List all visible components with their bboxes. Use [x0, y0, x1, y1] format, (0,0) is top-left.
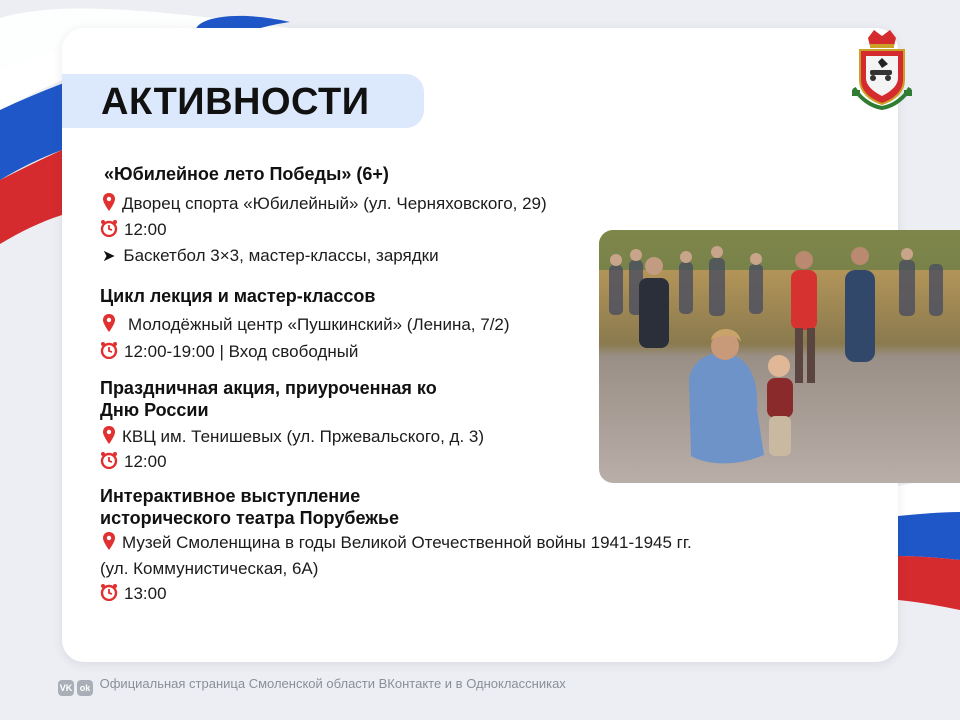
event-time: 12:00 [100, 451, 167, 473]
footer [58, 675, 566, 693]
event-time: 12:00 [100, 219, 167, 241]
event-note: ➤ Баскетбол 3×3, мастер-классы, зарядки [102, 245, 439, 268]
event-place: Дворец спорта «Юбилейный» (ул. Черняховского, 29) [102, 193, 547, 215]
event-time: 13:00 [100, 583, 167, 605]
location-pin-icon [102, 426, 116, 444]
location-pin-icon [102, 532, 116, 550]
event-time: 12:00-19:00 | Вход свободный [100, 341, 358, 363]
event-title-line2: исторического театра Порубежье [100, 508, 400, 528]
event-title-line2: Дню России [100, 400, 209, 420]
alarm-clock-icon [100, 219, 118, 237]
alarm-clock-icon [100, 341, 118, 359]
event-title: «Юбилейное лето Победы» (6+) [104, 164, 389, 184]
event-title-line1: Праздничная акция, приуроченная ко [100, 378, 437, 398]
event-place-line2: (ул. Коммунистическая, 6А) [100, 559, 319, 578]
event-place: Молодёжный центр «Пушкинский» (Ленина, 7/2) [102, 314, 510, 336]
event-place: КВЦ им. Тенишевых (ул. Пржевальского, д. 3) [102, 426, 484, 448]
page-title: АКТИВНОСТИ [101, 81, 370, 123]
event-title: Цикл лекция и мастер-классов [100, 286, 376, 306]
footer-text: Официальная страница Смоленской области ВКонтакте и в Одноклассниках [99, 676, 566, 691]
alarm-clock-icon [100, 583, 118, 601]
arrow-right-icon: ➤ [102, 248, 116, 265]
vk-icon[interactable]: VK [58, 680, 74, 696]
event-place: Музей Смоленщина в годы Великой Отечественной войны 1941-1945 гг. [102, 532, 692, 554]
alarm-clock-icon [100, 451, 118, 469]
location-pin-icon [102, 193, 116, 211]
location-pin-icon [102, 314, 116, 332]
event-title-line1: Интерактивное выступление [100, 486, 361, 506]
ok-icon[interactable]: ok [77, 680, 93, 696]
